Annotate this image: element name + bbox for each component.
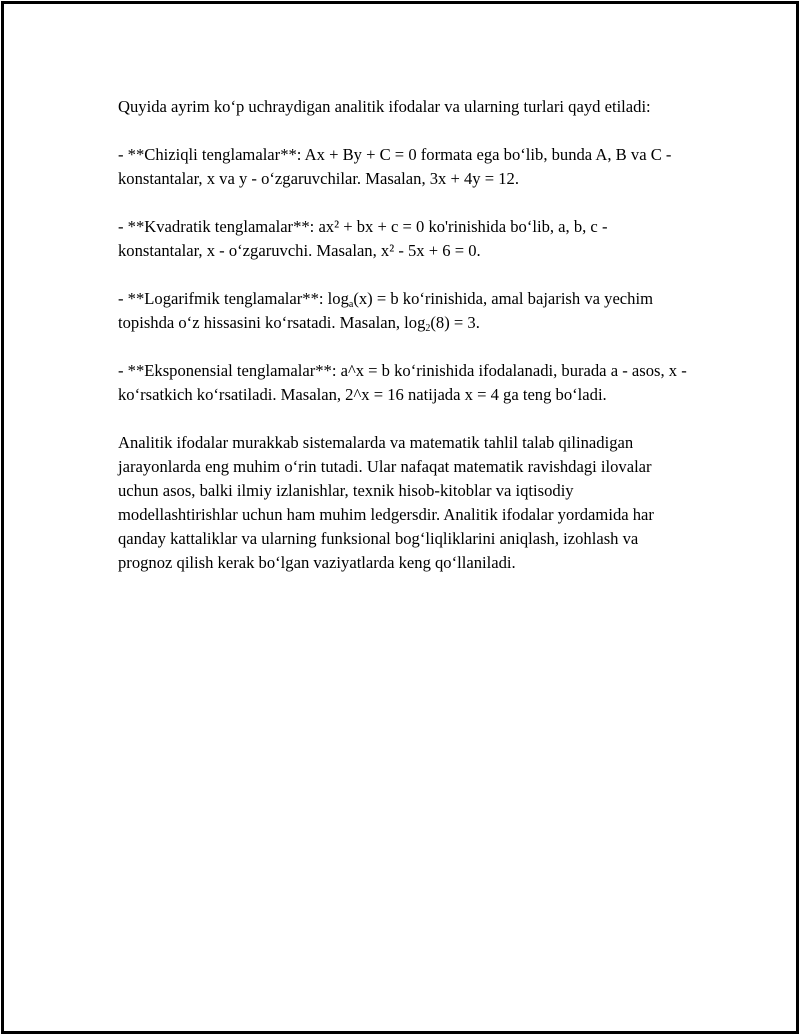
log-item-text-2: (x) = b ko‘rinishida, amal bajarish va yechim topishda o‘z hissasini ko‘rsatadi. Masalan, log bbox=[118, 289, 653, 332]
conclusion-paragraph: Analitik ifodalar murakkab sistemalarda va matematik tahlil talab qilinadigan jarayonlarda eng muhim o‘rin tutadi. Ular nafaqat matematik ravishdagi ilovalar uchun asos, balki ilmiy izlanishlar, texnik hisob-kitoblar va iqtisodiy modellashtirishlar uchun ham muhim ledgersdir. Analitik ifodalar yordamida har qanday kattaliklar va ularning funksional bog‘liqliklarini aniqlash, izohlash va prognoz qilish kerak bo‘lgan vaziyatlarda keng qo‘llaniladi. bbox=[118, 433, 654, 572]
log-item-text-3: (8) = 3. bbox=[430, 313, 480, 332]
document-body bbox=[118, 95, 690, 575]
exponential-equations-item: - **Eksponensial tenglamalar**: a^x = b ko‘rinishida ifodalanadi, burada a - asos, x - ko‘rsatkich ko‘rsatiladi. Masalan, 2^x = 16 natijada x = 4 ga teng bo‘ladi. bbox=[118, 361, 687, 404]
intro-paragraph: Quyida ayrim ko‘p uchraydigan analitik ifodalar va ularning turlari qayd etiladi: bbox=[118, 97, 651, 116]
quadratic-equations-item: - **Kvadratik tenglamalar**: ax² + bx + c = 0 ko'rinishida bo‘lib, a, b, c - konstantalar, x - o‘zgaruvchi. Masalan, x² - 5x + 6 = 0. bbox=[118, 217, 608, 260]
log-base-2: 2 bbox=[425, 323, 431, 334]
linear-equations-item: - **Chiziqli tenglamalar**: Ax + By + C = 0 formata ega bo‘lib, bunda A, B va C - konstantalar, x va y - o‘zgaruvchilar. Masalan, 3x + 4y = 12. bbox=[118, 145, 672, 188]
logarithmic-equations-item bbox=[118, 287, 690, 335]
document-page bbox=[1, 1, 799, 1034]
log-item-text-1: - **Logarifmik tenglamalar**: log bbox=[118, 289, 349, 308]
log-base-a: a bbox=[348, 299, 354, 310]
